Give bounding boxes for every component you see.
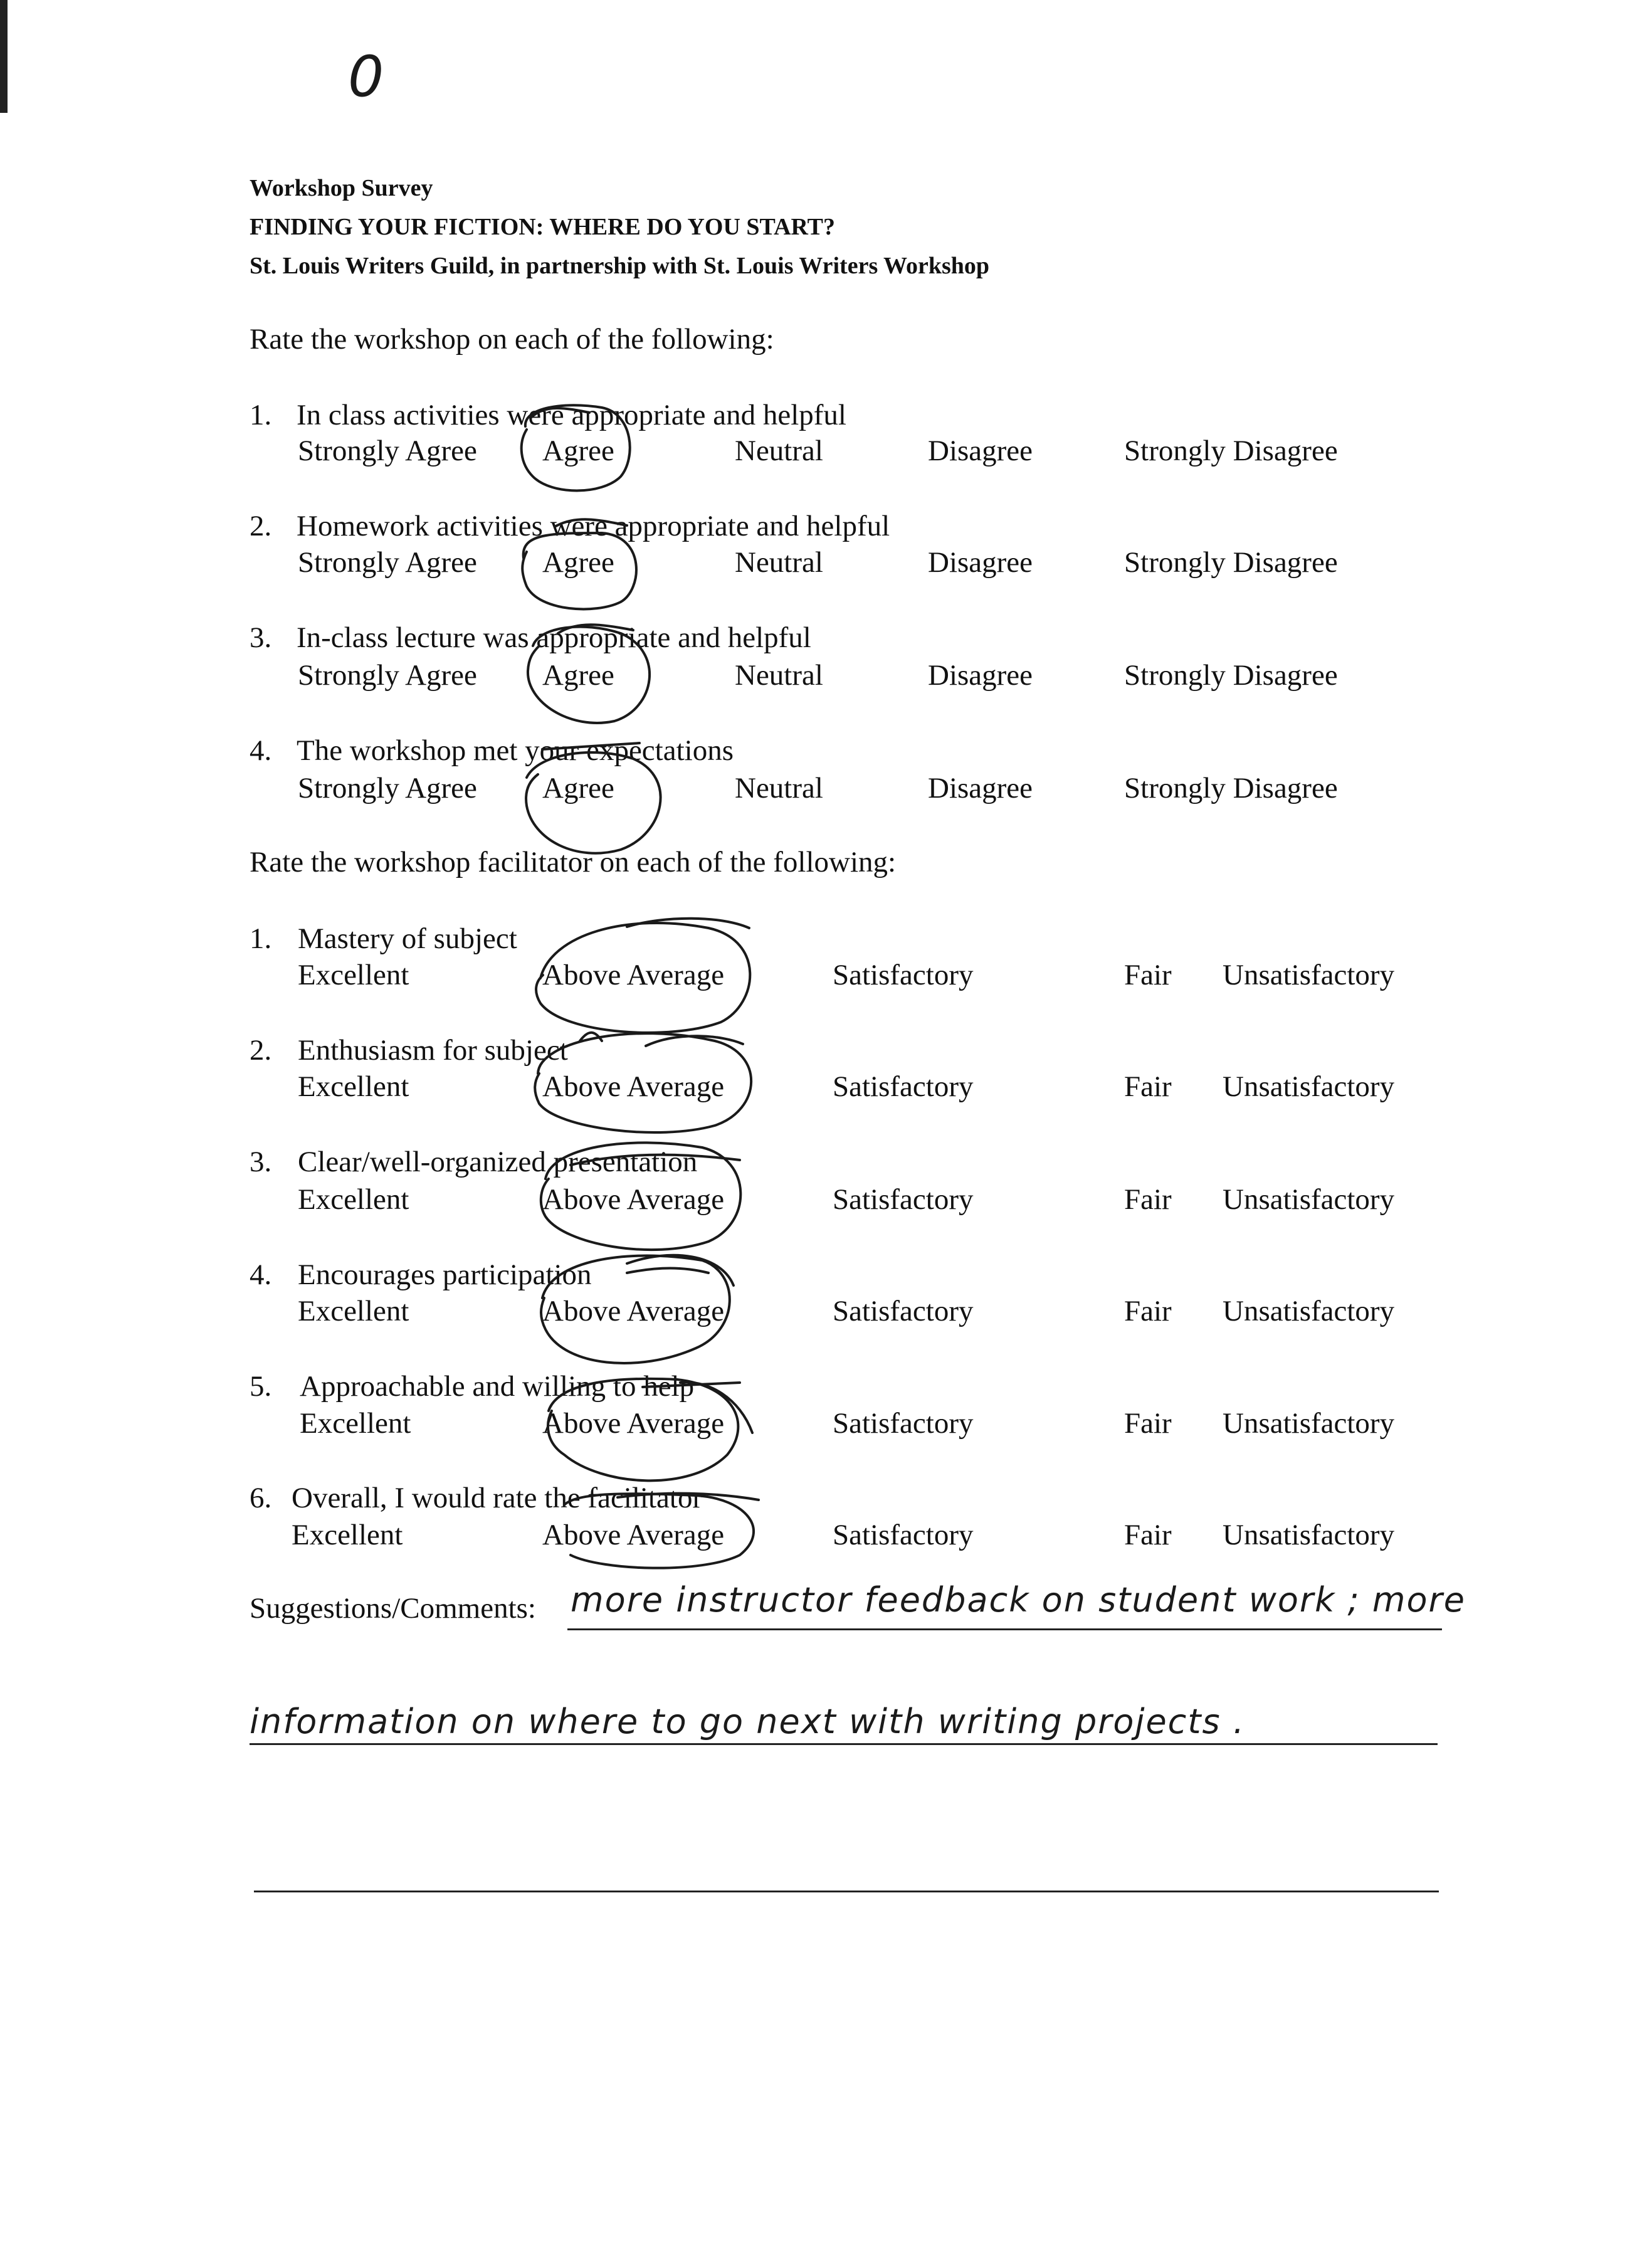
workshop-question-text: Homework activities were appropriate and helpful — [297, 510, 890, 542]
workshop-question-number: 3. — [250, 621, 272, 654]
workshop-question-text: In class activities were appropriate and helpful — [297, 399, 846, 431]
option-agree[interactable]: Agree — [542, 772, 614, 804]
comments-underline-1 — [567, 1628, 1442, 1630]
option-excellent[interactable]: Excellent — [298, 1295, 409, 1327]
option-above-average[interactable]: Above Average — [542, 1183, 725, 1216]
facilitator-question-number: 5. — [250, 1370, 272, 1403]
option-excellent[interactable]: Excellent — [298, 959, 409, 991]
option-agree[interactable]: Agree — [542, 435, 614, 467]
option-unsatisfactory[interactable]: Unsatisfactory — [1223, 959, 1395, 991]
option-agree[interactable]: Agree — [542, 546, 614, 579]
comments-label: Suggestions/Comments: — [250, 1592, 536, 1625]
option-strongly-agree[interactable]: Strongly Agree — [298, 435, 477, 467]
option-neutral[interactable]: Neutral — [735, 546, 823, 579]
facilitator-question-number: 3. — [250, 1146, 272, 1178]
option-unsatisfactory[interactable]: Unsatisfactory — [1223, 1519, 1395, 1551]
option-satisfactory[interactable]: Satisfactory — [833, 959, 974, 991]
option-strongly-agree[interactable]: Strongly Agree — [298, 546, 477, 579]
facilitator-question-text: Encourages participation — [298, 1258, 592, 1291]
workshop-question-text: In-class lecture was appropriate and helpful — [297, 621, 811, 654]
option-strongly-disagree[interactable]: Strongly Disagree — [1124, 435, 1338, 467]
option-satisfactory[interactable]: Satisfactory — [833, 1183, 974, 1216]
option-satisfactory[interactable]: Satisfactory — [833, 1295, 974, 1327]
option-agree[interactable]: Agree — [542, 659, 614, 692]
option-fair[interactable]: Fair — [1124, 1183, 1172, 1216]
option-fair[interactable]: Fair — [1124, 959, 1172, 991]
option-satisfactory[interactable]: Satisfactory — [833, 1519, 974, 1551]
workshop-question-text: The workshop met your expectations — [297, 734, 734, 767]
option-fair[interactable]: Fair — [1124, 1295, 1172, 1327]
option-neutral[interactable]: Neutral — [735, 659, 823, 692]
option-above-average[interactable]: Above Average — [542, 1407, 725, 1440]
option-neutral[interactable]: Neutral — [735, 435, 823, 467]
scan-edge-mark — [0, 0, 8, 113]
option-strongly-agree[interactable]: Strongly Agree — [298, 659, 477, 692]
comments-underline-2 — [250, 1743, 1438, 1745]
option-satisfactory[interactable]: Satisfactory — [833, 1070, 974, 1103]
option-disagree[interactable]: Disagree — [928, 546, 1033, 579]
option-excellent[interactable]: Excellent — [298, 1183, 409, 1216]
option-excellent[interactable]: Excellent — [298, 1070, 409, 1103]
option-above-average[interactable]: Above Average — [542, 1519, 725, 1551]
option-strongly-disagree[interactable]: Strongly Disagree — [1124, 659, 1338, 692]
facilitator-question-number: 4. — [250, 1258, 272, 1291]
option-unsatisfactory[interactable]: Unsatisfactory — [1223, 1070, 1395, 1103]
option-excellent[interactable]: Excellent — [300, 1407, 411, 1440]
option-unsatisfactory[interactable]: Unsatisfactory — [1223, 1295, 1395, 1327]
option-unsatisfactory[interactable]: Unsatisfactory — [1223, 1407, 1395, 1440]
facilitator-section-prompt: Rate the workshop facilitator on each of the following: — [250, 846, 897, 878]
option-disagree[interactable]: Disagree — [928, 435, 1033, 467]
option-fair[interactable]: Fair — [1124, 1519, 1172, 1551]
workshop-name: FINDING YOUR FICTION: WHERE DO YOU START? — [250, 214, 835, 240]
option-fair[interactable]: Fair — [1124, 1070, 1172, 1103]
option-satisfactory[interactable]: Satisfactory — [833, 1407, 974, 1440]
option-strongly-disagree[interactable]: Strongly Disagree — [1124, 772, 1338, 804]
facilitator-question-number: 1. — [250, 922, 272, 955]
facilitator-question-text: Clear/well-organized presentation — [298, 1146, 698, 1178]
option-neutral[interactable]: Neutral — [735, 772, 823, 804]
option-disagree[interactable]: Disagree — [928, 659, 1033, 692]
handwritten-mark: 0 — [348, 44, 386, 110]
comments-line-1[interactable]: more instructor feedback on student work ; more — [571, 1580, 1466, 1620]
option-unsatisfactory[interactable]: Unsatisfactory — [1223, 1183, 1395, 1216]
facilitator-question-number: 6. — [250, 1482, 272, 1514]
option-strongly-disagree[interactable]: Strongly Disagree — [1124, 546, 1338, 579]
workshop-question-number: 4. — [250, 734, 272, 767]
option-above-average[interactable]: Above Average — [542, 1295, 725, 1327]
facilitator-question-number: 2. — [250, 1034, 272, 1067]
form-title: Workshop Survey — [250, 175, 433, 201]
facilitator-question-text: Approachable and willing to help — [300, 1370, 695, 1403]
comments-line-2[interactable]: information on where to go next with writing projects . — [250, 1702, 1246, 1741]
workshop-question-number: 1. — [250, 399, 272, 431]
organizer-line: St. Louis Writers Guild, in partnership with St. Louis Writers Workshop — [250, 253, 990, 279]
option-above-average[interactable]: Above Average — [542, 1070, 725, 1103]
option-fair[interactable]: Fair — [1124, 1407, 1172, 1440]
option-strongly-agree[interactable]: Strongly Agree — [298, 772, 477, 804]
comments-underline-3 — [254, 1891, 1439, 1892]
option-disagree[interactable]: Disagree — [928, 772, 1033, 804]
option-excellent[interactable]: Excellent — [292, 1519, 403, 1551]
facilitator-question-text: Enthusiasm for subject — [298, 1034, 568, 1067]
workshop-section-prompt: Rate the workshop on each of the following: — [250, 323, 774, 356]
facilitator-question-text: Overall, I would rate the facilitator — [292, 1482, 703, 1514]
option-above-average[interactable]: Above Average — [542, 959, 725, 991]
facilitator-question-text: Mastery of subject — [298, 922, 517, 955]
workshop-question-number: 2. — [250, 510, 272, 542]
